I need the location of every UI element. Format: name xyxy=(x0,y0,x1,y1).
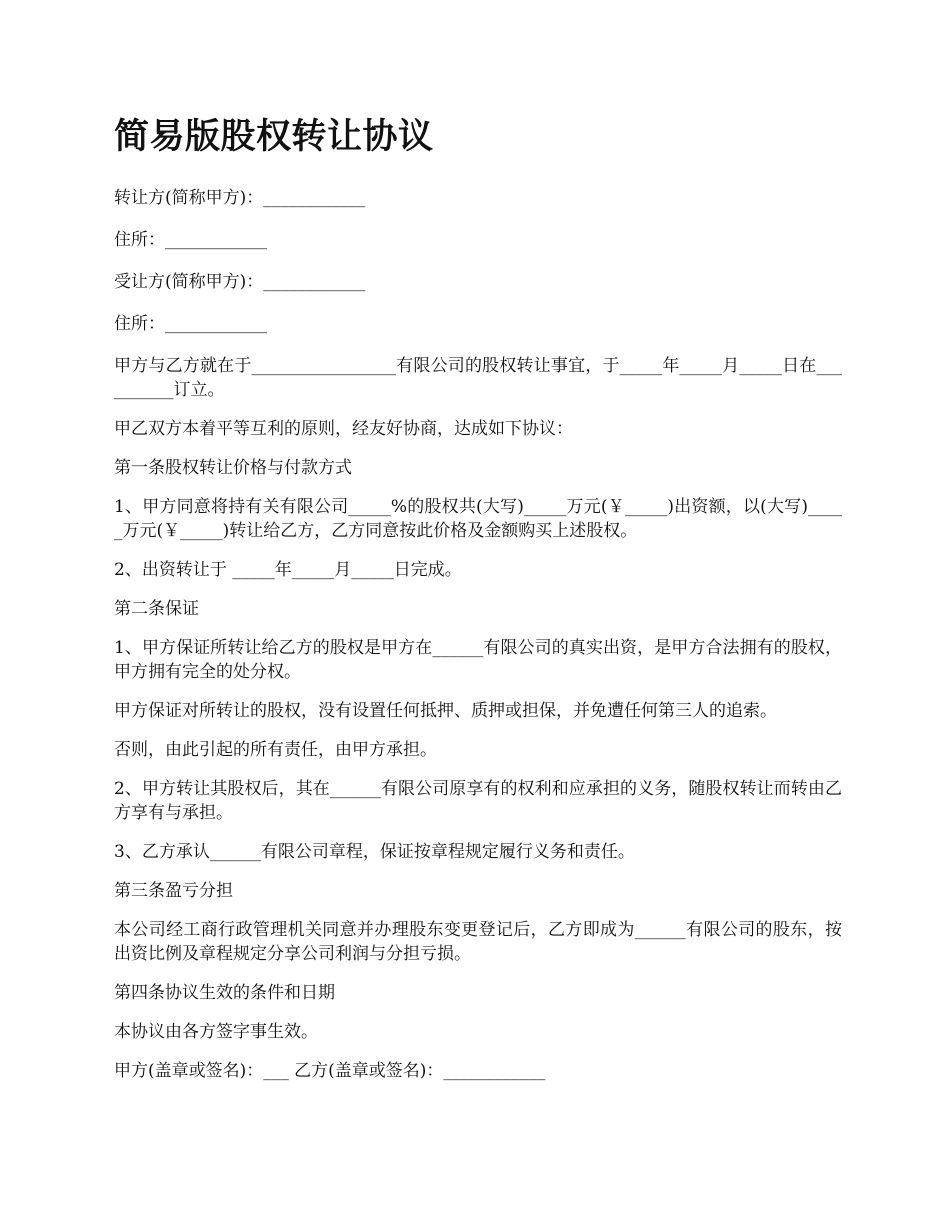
signature-line: 甲方(盖章或签名)：___ 乙方(盖章或签名)：____________ xyxy=(114,1061,546,1081)
article-1-heading: 第一条股权转让价格与付款方式 xyxy=(114,458,352,478)
article-4-body: 本协议由各方签字事生效。 xyxy=(114,1022,318,1042)
article-1-clause-2: 2、出资转让于 _____年_____月_____日完成。 xyxy=(114,560,462,580)
article-2-guarantee: 甲方保证对所转让的股权，没有设置任何抵押、质押或担保，并免遭任何第三人的追索。 xyxy=(114,701,777,721)
agreement-intro: 甲方与乙方就在于_________________有限公司的股权转让事宜，于_____年_____月_____日在__________订立。 xyxy=(114,356,842,400)
article-4-heading: 第四条协议生效的条件和日期 xyxy=(114,983,335,1003)
agreement-principle: 甲乙双方本着平等互利的原则，经友好协商，达成如下协议： xyxy=(114,419,573,439)
document-title: 简易版股权转让协议 xyxy=(114,116,434,157)
article-2-clause-3: 3、乙方承认______有限公司章程，保证按章程规定履行义务和责任。 xyxy=(114,842,635,862)
article-3-heading: 第三条盈亏分担 xyxy=(114,881,233,901)
article-2-liability: 否则，由此引起的所有责任，由甲方承担。 xyxy=(114,740,437,760)
article-2-heading: 第二条保证 xyxy=(114,599,199,619)
article-2-clause-2: 2、甲方转让其股权后，其在______有限公司原享有的权利和应承担的义务，随股权转让而转由乙方享有与承担。 xyxy=(114,779,842,823)
document-page xyxy=(114,112,842,1098)
transferee-address-field: 住所：____________ xyxy=(114,314,267,334)
article-2-clause-1: 1、甲方保证所转让给乙方的股权是甲方在______有限公司的真实出资，是甲方合法拥有的股权，甲方拥有完全的处分权。 xyxy=(114,638,842,682)
transferor-field: 转让方(简称甲方)：____________ xyxy=(114,188,366,208)
article-1-clause-1: 1、甲方同意将持有关有限公司_____%的股权共(大写)_____万元(￥_____)出资额，以(大写)_____万元(￥_____)转让给乙方，乙方同意按此价格及金额购买上述股权。 xyxy=(114,497,842,541)
transferee-field: 受让方(简称甲方)：____________ xyxy=(114,272,366,292)
transferor-address-field: 住所：____________ xyxy=(114,230,267,250)
article-3-body: 本公司经工商行政管理机关同意并办理股东变更登记后，乙方即成为______有限公司的股东，按出资比例及章程规定分享公司利润与分担亏损。 xyxy=(114,920,842,964)
